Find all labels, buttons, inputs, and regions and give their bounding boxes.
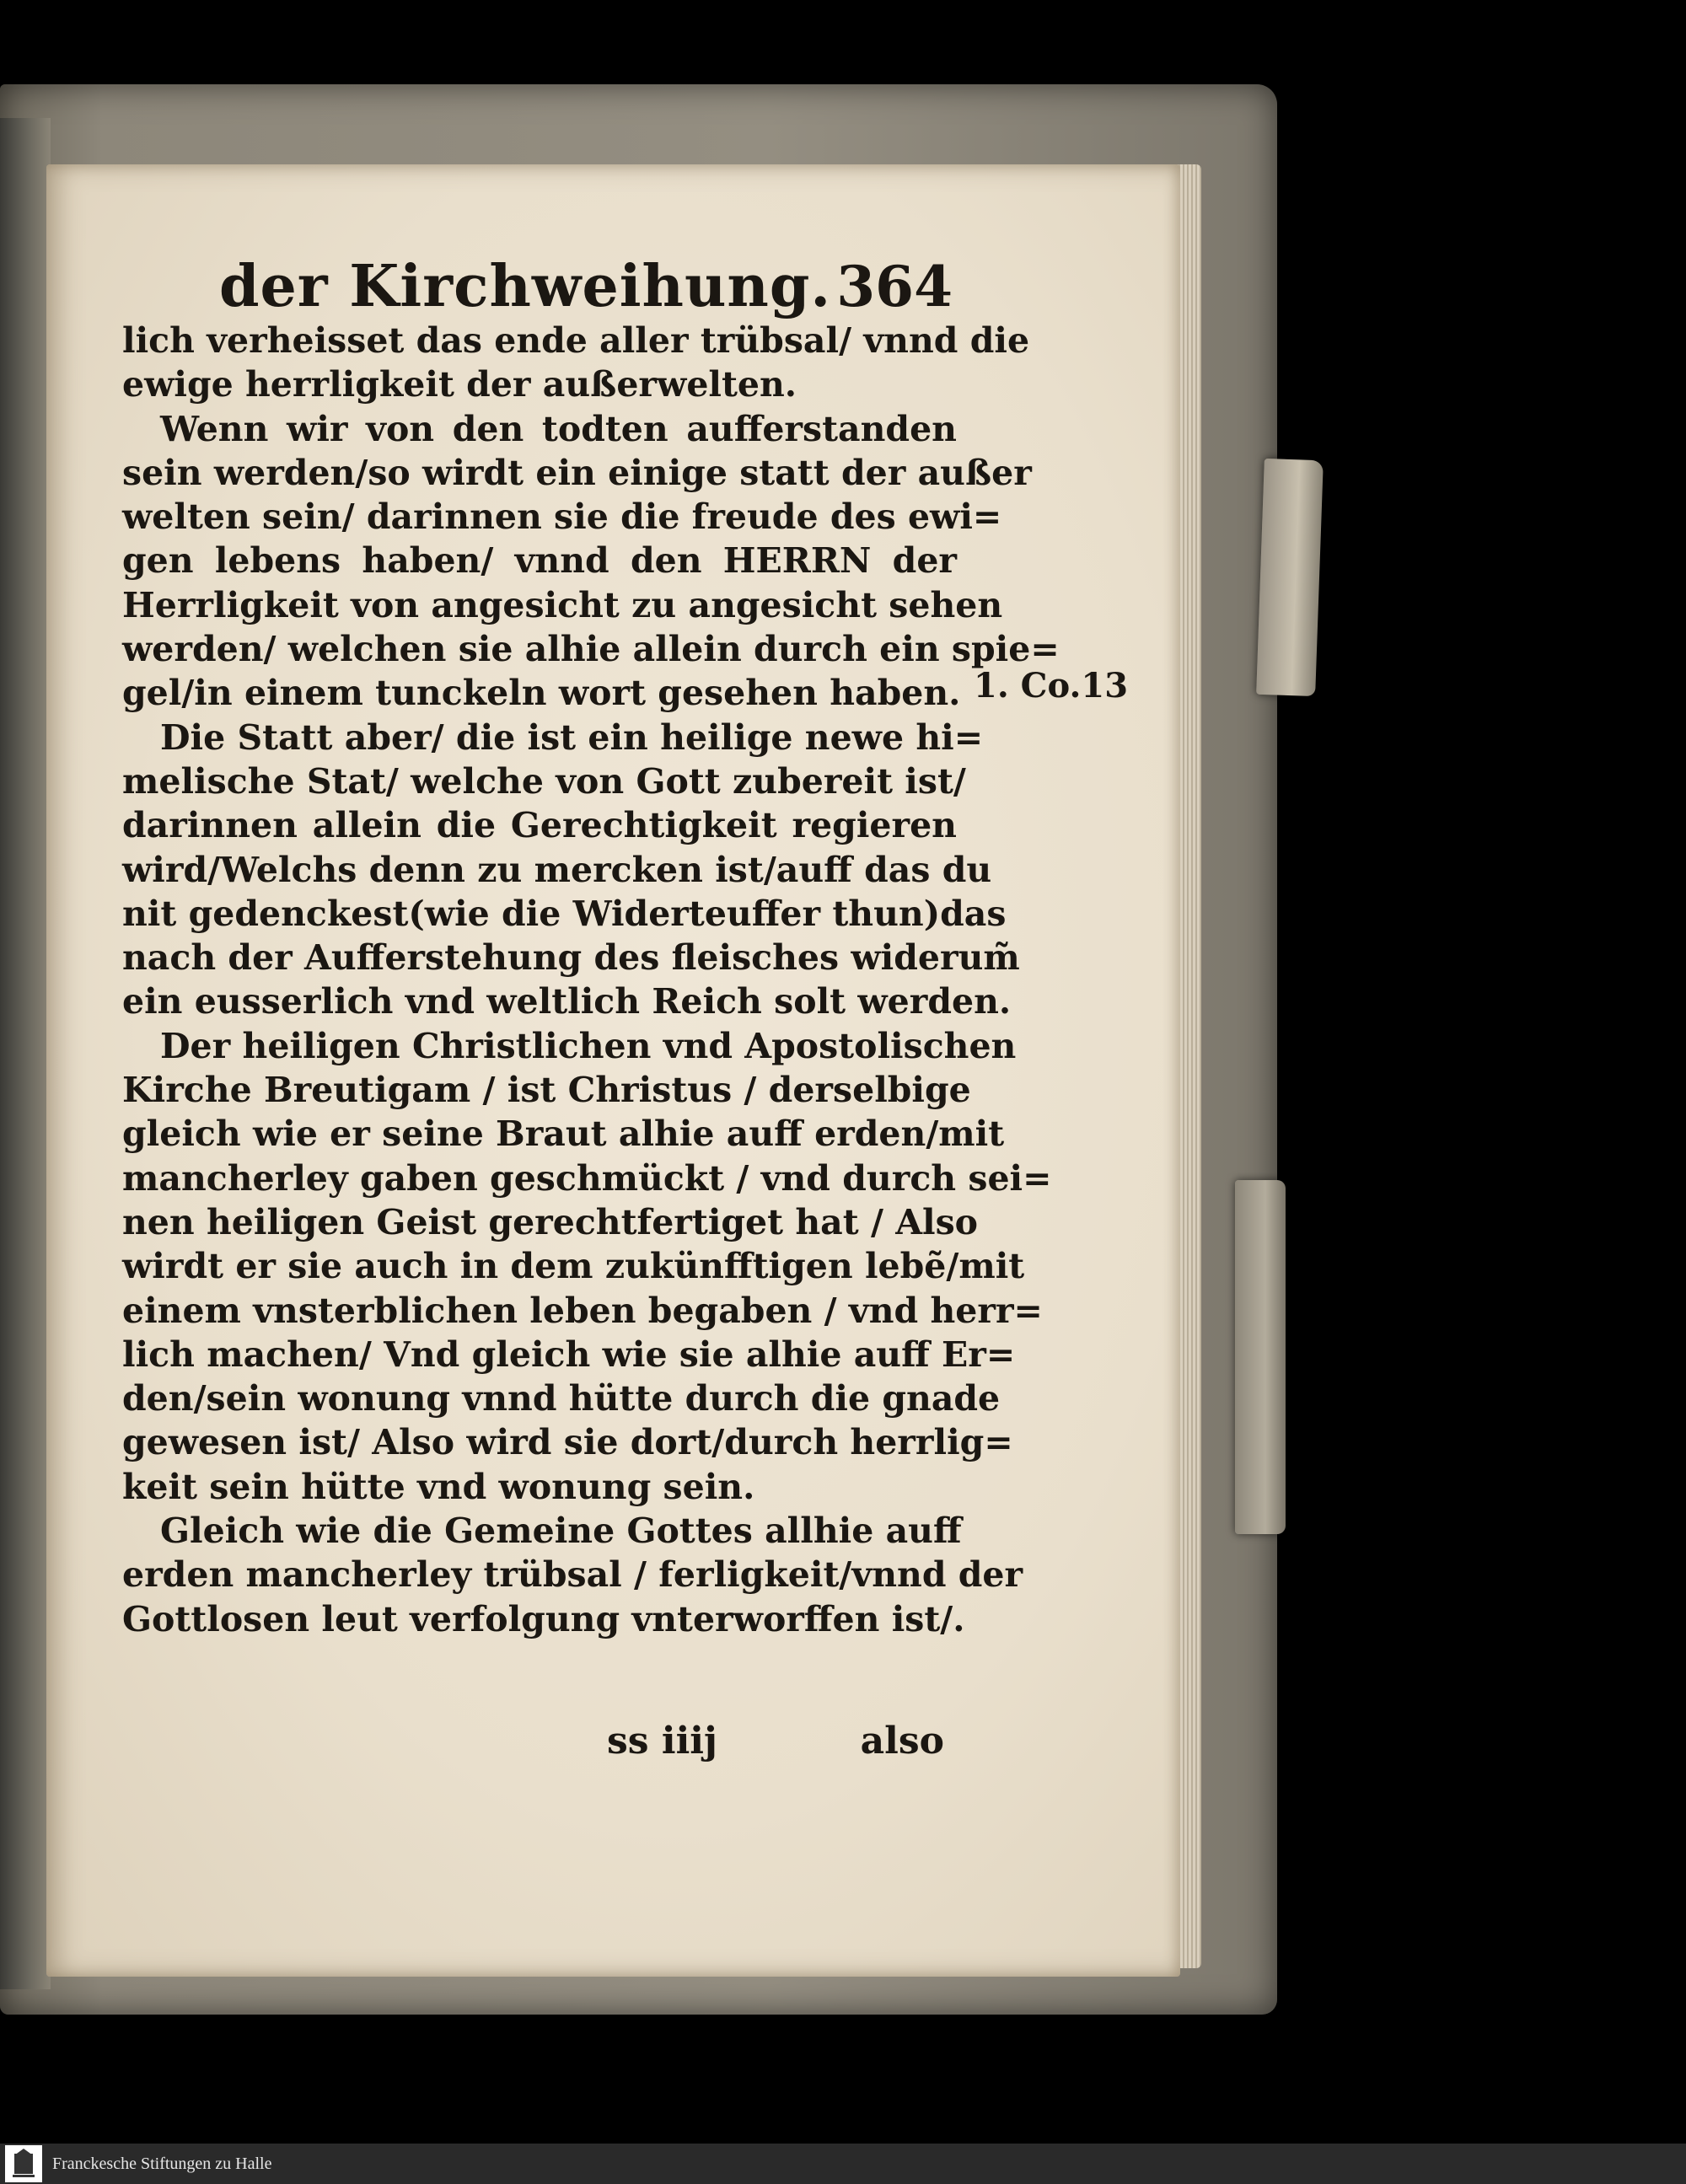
text-line: mancherley gaben geschmückt / vnd durch sei= bbox=[122, 1157, 1052, 1199]
institution-logo-icon bbox=[5, 2145, 42, 2182]
text-line: Die Statt aber/ die ist ein heilige newe hi= bbox=[160, 716, 984, 758]
text-line: werden/ welchen sie alhie allein durch ein spie= bbox=[122, 629, 1060, 670]
text-line: Wenn wir von den todten aufferstanden bbox=[160, 408, 957, 449]
text-line: ewige herrligkeit der außerwelten. bbox=[122, 364, 797, 405]
text-line: melische Stat/ welche von Gott zubereit ist/ bbox=[122, 760, 966, 802]
text-line: erden mancherley trübsal / ferligkeit/vnnd der bbox=[122, 1554, 1023, 1596]
text-line: welten sein/ darinnen sie die freude des ewi= bbox=[122, 496, 1002, 538]
text-line: nen heiligen Geist gerechtfertiget hat / Also bbox=[122, 1201, 979, 1242]
signature-catchword-line bbox=[607, 1720, 944, 1763]
text-line: nit gedenckest(wie die Widerteuffer thun)das bbox=[122, 893, 1007, 934]
text-line: gen lebens haben/ vnnd den HERRN der bbox=[122, 540, 957, 582]
cover-edge bbox=[0, 118, 51, 1989]
text-line: den/sein wonung vnnd hütte durch die gnade bbox=[122, 1378, 1001, 1419]
text-line: wird/Welchs denn zu mercken ist/auff das du bbox=[122, 849, 992, 890]
text-line: gleich wie er seine Braut alhie auff erden/mit bbox=[122, 1113, 1005, 1155]
text-line: lich machen/ Vnd gleich wie sie alhie auff Er= bbox=[122, 1333, 1016, 1375]
text-line: einem vnsterblichen leben begaben / vnd herr= bbox=[122, 1290, 1043, 1331]
text-line: nach der Aufferstehung des fleisches widerum̃ bbox=[122, 937, 1020, 979]
running-head: der Kirchweihung. bbox=[219, 253, 832, 320]
text-line: Der heiligen Christlichen vnd Apostolischen bbox=[160, 1025, 1017, 1066]
text-line: Gleich wie die Gemeine Gottes allhie auff bbox=[160, 1511, 962, 1552]
text-line: keit sein hütte vnd wonung sein. bbox=[122, 1466, 755, 1507]
text-line: lich verheisset das ende aller trübsal/ vnnd die bbox=[122, 320, 1030, 361]
text-line: ein eusserlich vnd weltlich Reich solt werden. bbox=[122, 981, 1012, 1022]
page-number: 364 bbox=[836, 254, 953, 319]
cover-fragment bbox=[1235, 1180, 1286, 1534]
viewer-footer bbox=[0, 2144, 1686, 2184]
text-line: sein werden/so wirdt ein einige statt der außer bbox=[122, 452, 1032, 493]
signature-mark: ss iiij bbox=[607, 1720, 717, 1763]
text-line: gel/in einem tunckeln wort gesehen haben. bbox=[122, 673, 961, 714]
cover-fragment bbox=[1256, 459, 1324, 696]
marginal-note: 1. Co.13 bbox=[974, 666, 1129, 706]
text-line: gewesen ist/ Also wird sie dort/durch herrlig= bbox=[122, 1422, 1013, 1463]
text-line: Herrligkeit von angesicht zu angesicht sehen bbox=[122, 584, 1003, 625]
page-header bbox=[219, 253, 953, 320]
institution-name: Franckesche Stiftungen zu Halle bbox=[52, 2154, 272, 2173]
text-line: Gottlosen leut verfolgung vnterworffen ist/. bbox=[122, 1598, 965, 1639]
text-line: Kirche Breutigam / ist Christus / derselbige bbox=[122, 1070, 971, 1111]
text-line: wirdt er sie auch in dem zukünfftigen lebẽ/mit bbox=[122, 1246, 1025, 1287]
catchword: also bbox=[860, 1720, 944, 1763]
text-line: darinnen allein die Gerechtigkeit regieren bbox=[122, 805, 957, 846]
